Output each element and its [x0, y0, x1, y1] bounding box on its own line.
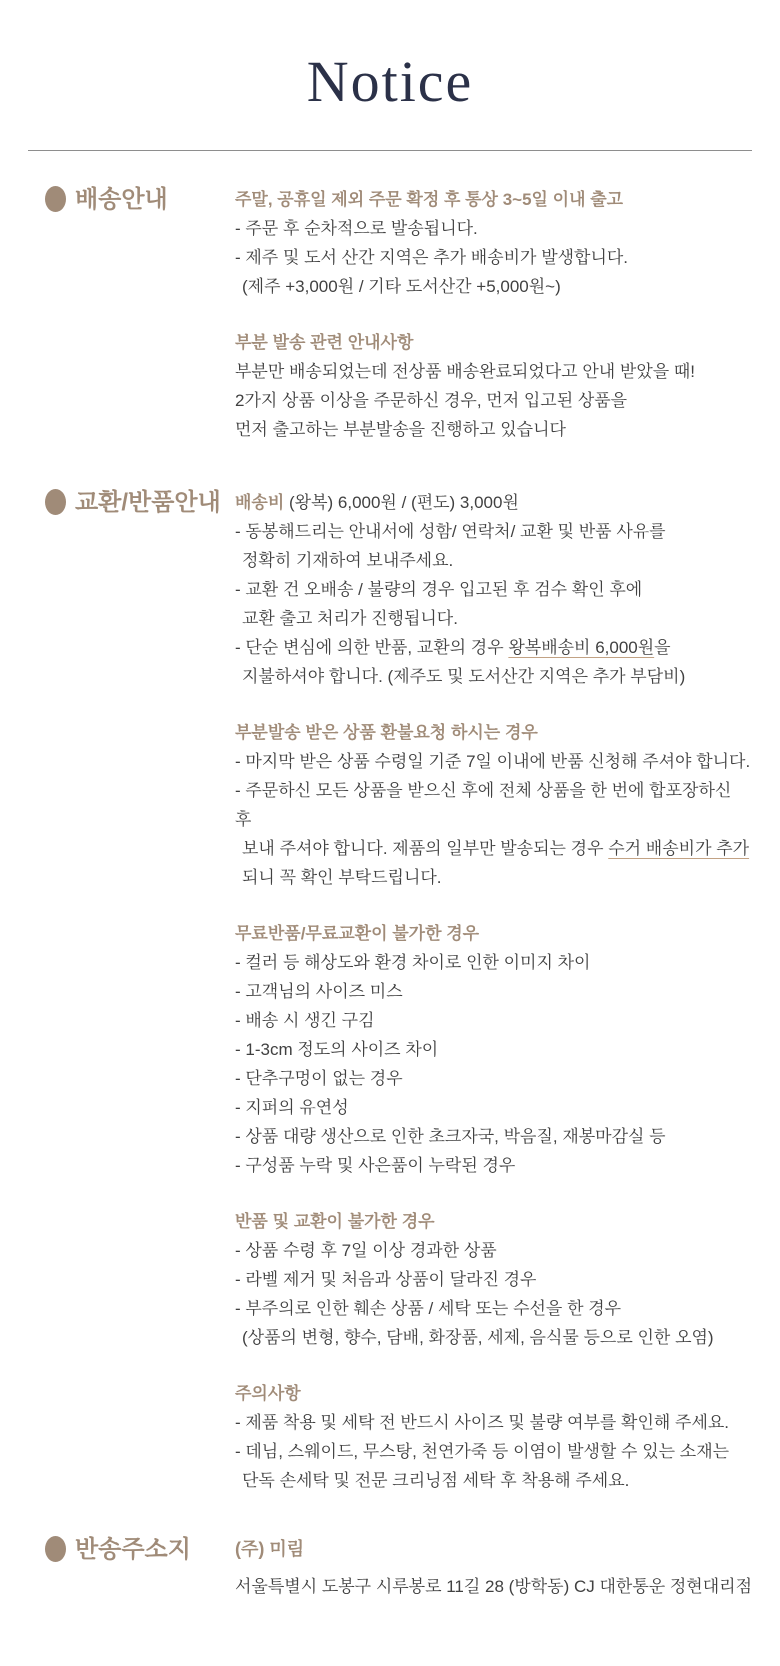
no-free-return-line: - 배송 시 생긴 구김	[235, 1011, 375, 1030]
caution-line: 단독 손세탁 및 전문 크리닝점 세탁 후 착용해 주세요.	[242, 1471, 630, 1490]
section-exchange-return	[0, 488, 780, 1495]
shipping-line: (제주 +3,000원 / 기타 도서산간 +5,000원~)	[242, 277, 561, 296]
bullet-icon	[45, 489, 66, 515]
shipping-fee-value: (왕복) 6,000원 / (편도) 3,000원	[284, 493, 519, 512]
section-shipping-content	[235, 185, 752, 444]
refund-fee-post: 을	[654, 638, 671, 657]
page-title: Notice	[306, 49, 474, 114]
no-return-line: - 부주의로 인한 훼손 상품 / 세탁 또는 수선을 한 경우	[235, 1299, 622, 1318]
section-exchange-content	[235, 488, 752, 1495]
shipping-line: - 주문 후 순차적으로 발송됩니다.	[235, 219, 478, 238]
section-return-address-content	[235, 1535, 752, 1601]
no-return-line: - 라벨 제거 및 처음과 상품이 달라진 경우	[235, 1270, 537, 1289]
partial-refund-line: 되니 꼭 확인 부탁드립니다.	[242, 868, 442, 887]
no-free-return-line: - 구성품 누락 및 사은품이 누락된 경우	[235, 1156, 516, 1175]
refund-fee-line2: 지불하셔야 합니다. (제주도 및 도서산간 지역은 추가 부담비)	[242, 667, 686, 686]
partial-shipping-line: 부분만 배송되었는데 전상품 배송완료되었다고 안내 받았을 때!	[235, 362, 696, 381]
refund-fee-underlined: 왕복배송비 6,000원	[508, 638, 655, 657]
no-free-return-line: - 1-3cm 정도의 사이즈 차이	[235, 1040, 439, 1059]
no-free-return-subtitle: 무료반품/무료교환이 불가한 경우	[235, 924, 480, 943]
partial-refund-line: - 마지막 받은 상품 수령일 기준 7일 이내에 반품 신청해 주셔야 합니다.	[235, 752, 751, 771]
refund-fee-pre: - 단순 변심에 의한 반품, 교환의 경우	[235, 638, 509, 657]
partial-refund-subtitle: 부분발송 받은 상품 환불요청 하시는 경우	[235, 723, 538, 742]
no-free-return-line: - 상품 대량 생산으로 인한 초크자국, 박음질, 재봉마감실 등	[235, 1127, 666, 1146]
exchange-line: 정확히 기재하여 보내주세요.	[242, 551, 454, 570]
shipping-lead-line: 주말, 공휴일 제외 주문 확정 후 통상 3~5일 이내 출고	[235, 190, 624, 209]
partial-shipping-line: 2가지 상품 이상을 주문하신 경우, 먼저 입고된 상품을	[235, 391, 628, 410]
section-return-address-title: 반송주소지	[75, 1536, 191, 1563]
no-free-return-line: - 지퍼의 유연성	[235, 1098, 349, 1117]
section-shipping-header	[45, 185, 235, 214]
shipping-fee-line	[235, 488, 752, 517]
no-free-return-line: - 고객님의 사이즈 미스	[235, 982, 403, 1001]
refund-fee-line	[235, 633, 752, 662]
partial-shipping-line: 먼저 출고하는 부분발송을 진행하고 있습니다	[235, 420, 566, 439]
partial-refund-line	[235, 834, 752, 863]
section-return-address	[0, 1535, 780, 1601]
caution-line: - 제품 착용 및 세탁 전 반드시 사이즈 및 불량 여부를 확인해 주세요.	[235, 1413, 730, 1432]
section-exchange-title: 교환/반품안내	[75, 489, 221, 516]
bullet-icon	[45, 1536, 66, 1562]
section-return-address-header	[45, 1535, 235, 1564]
shipping-fee-label: 배송비	[235, 493, 285, 512]
partial-refund-line: - 주문하신 모든 상품을 받으신 후에 전체 상품을 한 번에 합포장하신 후	[235, 781, 732, 829]
section-shipping	[0, 185, 780, 444]
no-free-return-line: - 컬러 등 해상도와 환경 차이로 인한 이미지 차이	[235, 953, 591, 972]
return-company-name: (주) 미림	[235, 1539, 305, 1559]
no-free-return-line: - 단추구멍이 없는 경우	[235, 1069, 403, 1088]
partial-refund-pre: 보내 주셔야 합니다. 제품의 일부만 발송되는 경우	[242, 839, 609, 858]
section-exchange-header	[45, 488, 235, 517]
section-shipping-title: 배송안내	[75, 186, 168, 213]
title-divider	[28, 150, 752, 151]
exchange-line: - 동봉해드리는 안내서에 성함/ 연락처/ 교환 및 반품 사유를	[235, 522, 666, 541]
no-return-line: (상품의 변형, 향수, 담배, 화장품, 세제, 음식물 등으로 인한 오염)	[242, 1328, 714, 1347]
no-return-line: - 상품 수령 후 7일 이상 경과한 상품	[235, 1241, 497, 1260]
shipping-line: - 제주 및 도서 산간 지역은 추가 배송비가 발생합니다.	[235, 248, 629, 267]
no-return-subtitle: 반품 및 교환이 불가한 경우	[235, 1212, 435, 1231]
partial-shipping-subtitle: 부분 발송 관련 안내사항	[235, 333, 414, 352]
caution-subtitle: 주의사항	[235, 1384, 301, 1403]
partial-refund-underlined: 수거 배송비가 추가	[608, 839, 750, 858]
caution-line: - 데님, 스웨이드, 무스탕, 천연가죽 등 이염이 발생할 수 있는 소재는	[235, 1442, 730, 1461]
return-address-line: 서울특별시 도봉구 시루봉로 11길 28 (방학동) CJ 대한통운 정현대리점	[235, 1577, 752, 1596]
exchange-line: - 교환 건 오배송 / 불량의 경우 입고된 후 검수 확인 후에	[235, 580, 643, 599]
bullet-icon	[45, 186, 66, 212]
exchange-line: 교환 출고 처리가 진행됩니다.	[242, 609, 458, 628]
